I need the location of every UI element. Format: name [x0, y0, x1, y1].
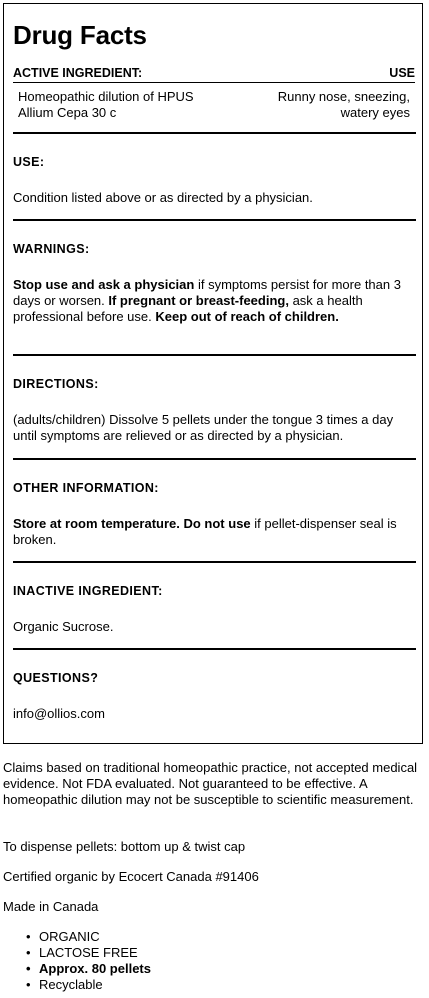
- directions-section-label: DIRECTIONS:: [13, 377, 99, 391]
- use-section-label: USE:: [13, 155, 45, 169]
- other-information-text: [13, 516, 415, 548]
- other-text: if pellet-dispenser seal is broken.: [13, 516, 397, 547]
- claims-disclaimer: Claims based on traditional homeopathic practice, not accepted medical evidence. Not FDA evaluated. Not guaranteed to be effective. A homeopathic dilution may not be susceptible to scientific measurement.: [3, 760, 418, 807]
- section-divider: [13, 219, 416, 221]
- warning-bold: If pregnant or breast-feeding,: [108, 293, 289, 308]
- active-ingredient-line: Allium Cepa 30 c: [18, 105, 117, 120]
- feature-list-item: • ORGANIC: [39, 929, 151, 945]
- use-header: USE: [389, 66, 415, 80]
- made-in-note: Made in Canada: [3, 899, 99, 914]
- dispense-instructions: To dispense pellets: bottom up & twist cap: [3, 839, 246, 854]
- warnings-section-text: [13, 277, 415, 325]
- active-ingredient-line: Homeopathic dilution of HPUS: [18, 89, 194, 104]
- active-ingredient-value: [18, 89, 194, 121]
- warning-text: if symptoms persist for more than 3 days or worsen.: [13, 277, 401, 308]
- use-line: watery eyes: [340, 105, 410, 120]
- active-ingredient-header: ACTIVE INGREDIENT:: [13, 66, 143, 80]
- questions-label: QUESTIONS?: [13, 671, 99, 685]
- questions-email: info@ollios.com: [13, 706, 105, 721]
- use-value: [278, 89, 410, 121]
- feature-list-item: • Recyclable: [39, 977, 151, 993]
- feature-list-item: • Approx. 80 pellets: [39, 961, 151, 977]
- warning-bold: Stop use and ask a physician: [13, 277, 195, 292]
- inactive-ingredient-label: INACTIVE INGREDIENT:: [13, 584, 163, 598]
- other-bold: Store at room temperature. Do not use: [13, 516, 251, 531]
- inactive-ingredient-text: Organic Sucrose.: [13, 619, 114, 634]
- directions-section-text: (adults/children) Dissolve 5 pellets under the tongue 3 times a day until symptoms are relieved or as directed by a physician.: [13, 412, 394, 443]
- drug-facts-title: Drug Facts: [13, 20, 147, 50]
- section-divider: [13, 458, 416, 460]
- warning-bold: Keep out of reach of children.: [155, 309, 339, 324]
- drug-facts-panel: [3, 3, 423, 744]
- warning-text: ask a health professional before use.: [13, 293, 363, 324]
- feature-list: [3, 929, 151, 993]
- active-ingredient-row: [18, 89, 410, 121]
- use-line: Runny nose, sneezing,: [277, 89, 410, 104]
- section-divider: [13, 648, 416, 650]
- use-section-text: Condition listed above or as directed by a physician.: [13, 190, 313, 205]
- certified-organic-note: Certified organic by Ecocert Canada #91406: [3, 869, 259, 884]
- section-divider: [13, 132, 416, 134]
- section-divider: [13, 561, 416, 563]
- section-divider: [13, 354, 416, 356]
- active-ingredient-header-row: [13, 66, 415, 83]
- warnings-section-label: WARNINGS:: [13, 242, 90, 256]
- other-information-label: OTHER INFORMATION:: [13, 481, 159, 495]
- feature-list-item: • LACTOSE FREE: [39, 945, 151, 961]
